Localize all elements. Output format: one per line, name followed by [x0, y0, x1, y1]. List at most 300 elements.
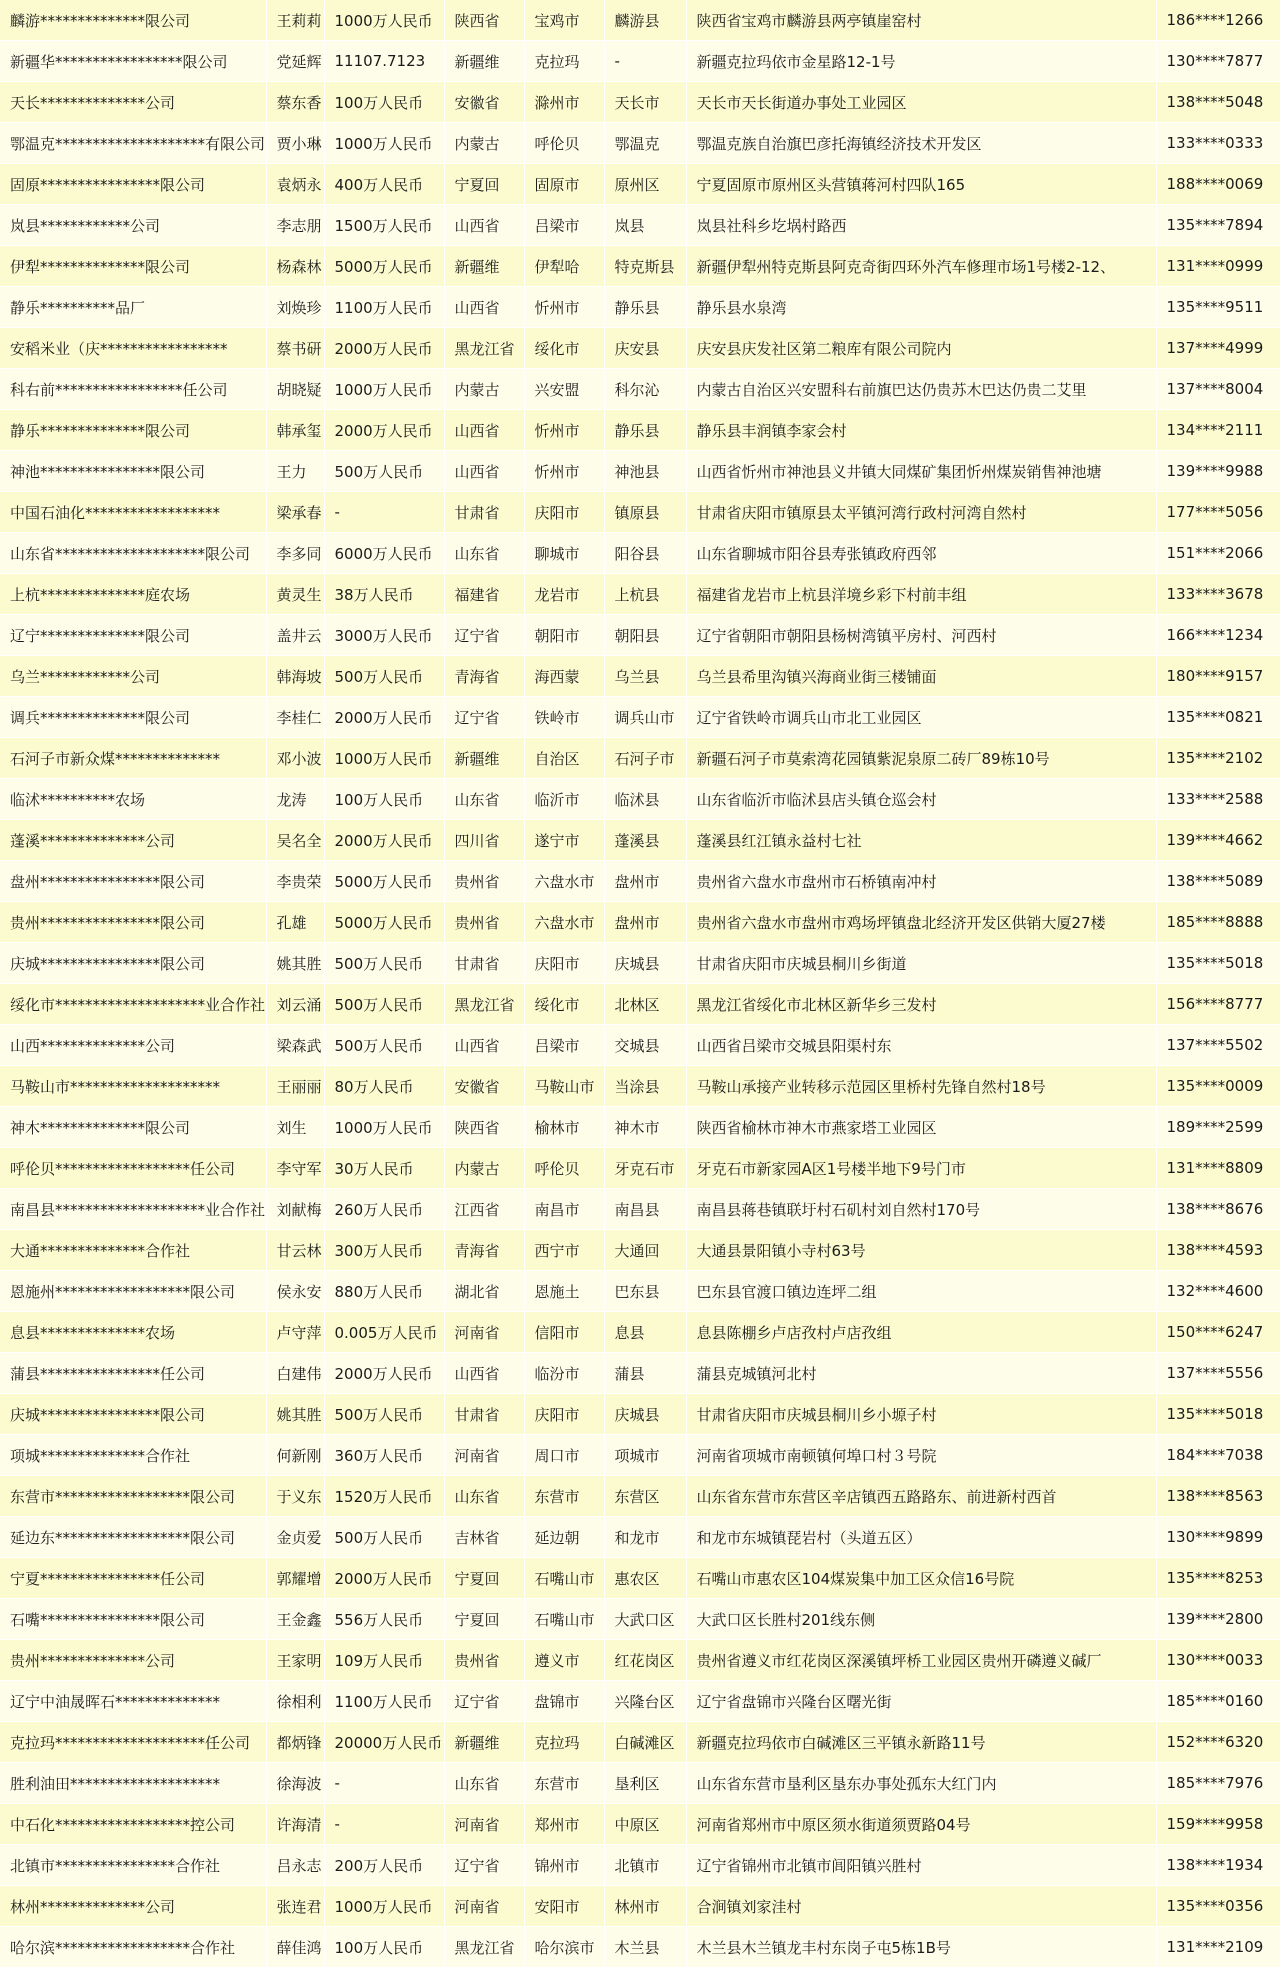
registered-capital-cell: 5000万人民币	[324, 902, 444, 943]
registered-capital-cell: 1100万人民币	[324, 1681, 444, 1722]
legal-representative-cell: 孔雄	[266, 902, 324, 943]
district-cell: 当涂县	[604, 1066, 686, 1107]
district-cell: 庆城县	[604, 1394, 686, 1435]
phone-cell: 137****8004	[1156, 369, 1280, 410]
phone-cell: 133****3678	[1156, 574, 1280, 615]
legal-representative-cell: 袁炳永	[266, 164, 324, 205]
registered-capital-cell: 2000万人民币	[324, 1353, 444, 1394]
table-row	[0, 205, 1280, 246]
phone-cell: 134****2111	[1156, 410, 1280, 451]
district-cell: 麟游县	[604, 0, 686, 41]
legal-representative-cell: 吴名全	[266, 820, 324, 861]
legal-representative-cell: 王力	[266, 451, 324, 492]
table-row	[0, 41, 1280, 82]
city-cell: 庆阳市	[524, 492, 604, 533]
city-cell: 南昌市	[524, 1189, 604, 1230]
company-name-cell: 绥化市********************业合作社	[0, 984, 266, 1025]
phone-cell: 185****8888	[1156, 902, 1280, 943]
province-cell: 山东省	[444, 1763, 524, 1804]
table-row	[0, 574, 1280, 615]
address-cell: 黑龙江省绥化市北林区新华乡三发村	[686, 984, 1156, 1025]
province-cell: 青海省	[444, 656, 524, 697]
registered-capital-cell: 5000万人民币	[324, 861, 444, 902]
table-row	[0, 164, 1280, 205]
phone-cell: 138****8563	[1156, 1476, 1280, 1517]
legal-representative-cell: 贾小琳	[266, 123, 324, 164]
phone-cell: 180****9157	[1156, 656, 1280, 697]
registered-capital-cell: 880万人民币	[324, 1271, 444, 1312]
address-cell: 辽宁省锦州市北镇市闾阳镇兴胜村	[686, 1845, 1156, 1886]
table-row	[0, 369, 1280, 410]
city-cell: 六盘水市	[524, 902, 604, 943]
district-cell: 阳谷县	[604, 533, 686, 574]
address-cell: 宁夏固原市原州区头营镇蒋河村四队165	[686, 164, 1156, 205]
address-cell: 牙克石市新家园A区1号楼半地下9号门市	[686, 1148, 1156, 1189]
district-cell: 牙克石市	[604, 1148, 686, 1189]
phone-cell: 138****8676	[1156, 1189, 1280, 1230]
address-cell: 静乐县水泉湾	[686, 287, 1156, 328]
table-row	[0, 1476, 1280, 1517]
table-row	[0, 984, 1280, 1025]
address-cell: 蒲县克城镇河北村	[686, 1353, 1156, 1394]
legal-representative-cell: 何新刚	[266, 1435, 324, 1476]
address-cell: 新疆伊犁州特克斯县阿克奇街四环外汽车修理市场1号楼2-12、	[686, 246, 1156, 287]
phone-cell: 138****4593	[1156, 1230, 1280, 1271]
legal-representative-cell: 金贞爱	[266, 1517, 324, 1558]
address-cell: 合涧镇刘家洼村	[686, 1886, 1156, 1927]
legal-representative-cell: 甘云林	[266, 1230, 324, 1271]
province-cell: 内蒙古	[444, 369, 524, 410]
legal-representative-cell: 杨森林	[266, 246, 324, 287]
city-cell: 遂宁市	[524, 820, 604, 861]
district-cell: 中原区	[604, 1804, 686, 1845]
legal-representative-cell: 梁森武	[266, 1025, 324, 1066]
district-cell: 天长市	[604, 82, 686, 123]
district-cell: -	[604, 41, 686, 82]
table-row	[0, 1763, 1280, 1804]
address-cell: 石嘴山市惠农区104煤炭集中加工区众信16号院	[686, 1558, 1156, 1599]
district-cell: 盘州市	[604, 902, 686, 943]
company-name-cell: 安稻米业（庆*****************	[0, 328, 266, 369]
address-cell: 内蒙古自治区兴安盟科右前旗巴达仍贵苏木巴达仍贵二艾里	[686, 369, 1156, 410]
table-row	[0, 0, 1280, 41]
city-cell: 吕梁市	[524, 205, 604, 246]
phone-cell: 137****5502	[1156, 1025, 1280, 1066]
table-row	[0, 1148, 1280, 1189]
province-cell: 山西省	[444, 410, 524, 451]
legal-representative-cell: 盖井云	[266, 615, 324, 656]
district-cell: 静乐县	[604, 410, 686, 451]
district-cell: 大通回	[604, 1230, 686, 1271]
legal-representative-cell: 王莉莉	[266, 0, 324, 41]
city-cell: 绥化市	[524, 984, 604, 1025]
address-cell: 甘肃省庆阳市庆城县桐川乡街道	[686, 943, 1156, 984]
legal-representative-cell: 姚其胜	[266, 943, 324, 984]
company-name-cell: 伊犁**************限公司	[0, 246, 266, 287]
district-cell: 巴东县	[604, 1271, 686, 1312]
province-cell: 甘肃省	[444, 943, 524, 984]
legal-representative-cell: 李守军	[266, 1148, 324, 1189]
city-cell: 西宁市	[524, 1230, 604, 1271]
phone-cell: 139****4662	[1156, 820, 1280, 861]
district-cell: 南昌县	[604, 1189, 686, 1230]
phone-cell: 185****7976	[1156, 1763, 1280, 1804]
district-cell: 息县	[604, 1312, 686, 1353]
legal-representative-cell: 韩承玺	[266, 410, 324, 451]
phone-cell: 132****4600	[1156, 1271, 1280, 1312]
phone-cell: 151****2066	[1156, 533, 1280, 574]
legal-representative-cell: 李志朋	[266, 205, 324, 246]
city-cell: 呼伦贝	[524, 1148, 604, 1189]
registered-capital-cell: 1000万人民币	[324, 369, 444, 410]
address-cell: 甘肃省庆阳市镇原县太平镇河湾行政村河湾自然村	[686, 492, 1156, 533]
address-cell: 陕西省宝鸡市麟游县两亭镇崖窑村	[686, 0, 1156, 41]
province-cell: 宁夏回	[444, 1599, 524, 1640]
legal-representative-cell: 许海清	[266, 1804, 324, 1845]
phone-cell: 135****2102	[1156, 738, 1280, 779]
phone-cell: 130****9899	[1156, 1517, 1280, 1558]
city-cell: 哈尔滨市	[524, 1927, 604, 1968]
province-cell: 辽宁省	[444, 1681, 524, 1722]
company-name-cell: 调兵**************限公司	[0, 697, 266, 738]
phone-cell: 150****6247	[1156, 1312, 1280, 1353]
city-cell: 榆林市	[524, 1107, 604, 1148]
district-cell: 科尔沁	[604, 369, 686, 410]
city-cell: 临沂市	[524, 779, 604, 820]
phone-cell: 184****7038	[1156, 1435, 1280, 1476]
company-name-cell: 上杭**************庭农场	[0, 574, 266, 615]
province-cell: 辽宁省	[444, 1845, 524, 1886]
district-cell: 庆城县	[604, 943, 686, 984]
district-cell: 林州市	[604, 1886, 686, 1927]
company-name-cell: 静乐**********品厂	[0, 287, 266, 328]
registered-capital-cell: 500万人民币	[324, 1394, 444, 1435]
phone-cell: 189****2599	[1156, 1107, 1280, 1148]
district-cell: 庆安县	[604, 328, 686, 369]
company-name-cell: 鄂温克********************有限公司	[0, 123, 266, 164]
phone-cell: 159****9958	[1156, 1804, 1280, 1845]
table-row	[0, 1189, 1280, 1230]
province-cell: 青海省	[444, 1230, 524, 1271]
company-name-cell: 科右前*****************任公司	[0, 369, 266, 410]
company-name-cell: 延边东******************限公司	[0, 1517, 266, 1558]
city-cell: 自治区	[524, 738, 604, 779]
province-cell: 河南省	[444, 1435, 524, 1476]
address-cell: 山西省吕梁市交城县阳渠村东	[686, 1025, 1156, 1066]
city-cell: 东营市	[524, 1763, 604, 1804]
province-cell: 新疆维	[444, 1722, 524, 1763]
table-row	[0, 1640, 1280, 1681]
district-cell: 惠农区	[604, 1558, 686, 1599]
legal-representative-cell: 王金鑫	[266, 1599, 324, 1640]
company-name-cell: 胜利油田********************	[0, 1763, 266, 1804]
district-cell: 北镇市	[604, 1845, 686, 1886]
company-name-cell: 辽宁中油晟晖石**************	[0, 1681, 266, 1722]
province-cell: 新疆维	[444, 738, 524, 779]
phone-cell: 166****1234	[1156, 615, 1280, 656]
table-row	[0, 451, 1280, 492]
city-cell: 忻州市	[524, 287, 604, 328]
legal-representative-cell: 于义东	[266, 1476, 324, 1517]
phone-cell: 177****5056	[1156, 492, 1280, 533]
city-cell: 滁州市	[524, 82, 604, 123]
table-row	[0, 1066, 1280, 1107]
registered-capital-cell: 3000万人民币	[324, 615, 444, 656]
table-row	[0, 943, 1280, 984]
company-name-cell: 麟游**************限公司	[0, 0, 266, 41]
registered-capital-cell: 100万人民币	[324, 82, 444, 123]
district-cell: 镇原县	[604, 492, 686, 533]
legal-representative-cell: 卢守萍	[266, 1312, 324, 1353]
phone-cell: 185****0160	[1156, 1681, 1280, 1722]
phone-cell: 138****5048	[1156, 82, 1280, 123]
registered-capital-cell: 100万人民币	[324, 779, 444, 820]
company-name-cell: 天长**************公司	[0, 82, 266, 123]
district-cell: 大武口区	[604, 1599, 686, 1640]
legal-representative-cell: 蔡书研	[266, 328, 324, 369]
province-cell: 新疆维	[444, 246, 524, 287]
legal-representative-cell: 蔡东香	[266, 82, 324, 123]
registered-capital-cell: 0.005万人民币	[324, 1312, 444, 1353]
phone-cell: 152****6320	[1156, 1722, 1280, 1763]
registered-capital-cell: 500万人民币	[324, 1517, 444, 1558]
city-cell: 马鞍山市	[524, 1066, 604, 1107]
district-cell: 红花岗区	[604, 1640, 686, 1681]
registered-capital-cell: 500万人民币	[324, 451, 444, 492]
district-cell: 朝阳县	[604, 615, 686, 656]
district-cell: 蓬溪县	[604, 820, 686, 861]
city-cell: 恩施土	[524, 1271, 604, 1312]
registered-capital-cell: 6000万人民币	[324, 533, 444, 574]
district-cell: 特克斯县	[604, 246, 686, 287]
table-row	[0, 820, 1280, 861]
city-cell: 呼伦贝	[524, 123, 604, 164]
registered-capital-cell: 1000万人民币	[324, 1107, 444, 1148]
company-name-cell: 呼伦贝******************任公司	[0, 1148, 266, 1189]
address-cell: 贵州省遵义市红花岗区深溪镇坪桥工业园区贵州开磷遵义碱厂	[686, 1640, 1156, 1681]
legal-representative-cell: 王家明	[266, 1640, 324, 1681]
province-cell: 内蒙古	[444, 1148, 524, 1189]
legal-representative-cell: 徐相利	[266, 1681, 324, 1722]
province-cell: 山东省	[444, 779, 524, 820]
address-cell: 甘肃省庆阳市庆城县桐川乡小塬子村	[686, 1394, 1156, 1435]
city-cell: 绥化市	[524, 328, 604, 369]
table-row	[0, 1312, 1280, 1353]
address-cell: 山东省东营市东营区辛店镇西五路路东、前进新村西首	[686, 1476, 1156, 1517]
registered-capital-cell: 1000万人民币	[324, 738, 444, 779]
registered-capital-cell: 2000万人民币	[324, 328, 444, 369]
address-cell: 辽宁省铁岭市调兵山市北工业园区	[686, 697, 1156, 738]
legal-representative-cell: 黄灵生	[266, 574, 324, 615]
city-cell: 遵义市	[524, 1640, 604, 1681]
city-cell: 安阳市	[524, 1886, 604, 1927]
phone-cell: 135****9511	[1156, 287, 1280, 328]
table-row	[0, 1558, 1280, 1599]
phone-cell: 135****5018	[1156, 1394, 1280, 1435]
registered-capital-cell: -	[324, 1804, 444, 1845]
table-row	[0, 1804, 1280, 1845]
table-row	[0, 1435, 1280, 1476]
company-name-cell: 固原****************限公司	[0, 164, 266, 205]
legal-representative-cell: 邓小波	[266, 738, 324, 779]
district-cell: 交城县	[604, 1025, 686, 1066]
legal-representative-cell: 韩海坡	[266, 656, 324, 697]
address-cell: 大通县景阳镇小寺村63号	[686, 1230, 1156, 1271]
registered-capital-cell: 500万人民币	[324, 656, 444, 697]
city-cell: 庆阳市	[524, 943, 604, 984]
city-cell: 忻州市	[524, 451, 604, 492]
district-cell: 上杭县	[604, 574, 686, 615]
province-cell: 甘肃省	[444, 492, 524, 533]
phone-cell: 186****1266	[1156, 0, 1280, 41]
company-name-cell: 宁夏****************任公司	[0, 1558, 266, 1599]
district-cell: 和龙市	[604, 1517, 686, 1558]
province-cell: 山东省	[444, 1476, 524, 1517]
province-cell: 贵州省	[444, 902, 524, 943]
address-cell: 乌兰县希里沟镇兴海商业街三楼铺面	[686, 656, 1156, 697]
province-cell: 河南省	[444, 1886, 524, 1927]
registered-capital-cell: 2000万人民币	[324, 697, 444, 738]
address-cell: 新疆石河子市莫索湾花园镇紫泥泉原二砖厂89栋10号	[686, 738, 1156, 779]
address-cell: 新疆克拉玛依市白碱滩区三平镇永新路11号	[686, 1722, 1156, 1763]
company-name-cell: 大通**************合作社	[0, 1230, 266, 1271]
company-name-cell: 辽宁**************限公司	[0, 615, 266, 656]
district-cell: 神木市	[604, 1107, 686, 1148]
legal-representative-cell: 刘献梅	[266, 1189, 324, 1230]
province-cell: 陕西省	[444, 1107, 524, 1148]
city-cell: 盘锦市	[524, 1681, 604, 1722]
address-cell: 南昌县蒋巷镇联圩村石矶村刘自然村170号	[686, 1189, 1156, 1230]
table-row	[0, 1353, 1280, 1394]
city-cell: 吕梁市	[524, 1025, 604, 1066]
table-row	[0, 533, 1280, 574]
phone-cell: 131****8809	[1156, 1148, 1280, 1189]
table-row	[0, 902, 1280, 943]
district-cell: 木兰县	[604, 1927, 686, 1968]
table-row	[0, 615, 1280, 656]
province-cell: 山西省	[444, 1025, 524, 1066]
table-row	[0, 1230, 1280, 1271]
table-row	[0, 1886, 1280, 1927]
registered-capital-cell: 1000万人民币	[324, 1886, 444, 1927]
province-cell: 河南省	[444, 1804, 524, 1845]
company-name-cell: 岚县************公司	[0, 205, 266, 246]
city-cell: 六盘水市	[524, 861, 604, 902]
legal-representative-cell: 刘焕珍	[266, 287, 324, 328]
legal-representative-cell: 都炳锋	[266, 1722, 324, 1763]
registered-capital-cell: 1520万人民币	[324, 1476, 444, 1517]
table-row	[0, 1845, 1280, 1886]
city-cell: 伊犁哈	[524, 246, 604, 287]
address-cell: 陕西省榆林市神木市燕家塔工业园区	[686, 1107, 1156, 1148]
address-cell: 山西省忻州市神池县义井镇大同煤矿集团忻州煤炭销售神池塘	[686, 451, 1156, 492]
table-row	[0, 1394, 1280, 1435]
table-row	[0, 1927, 1280, 1968]
city-cell: 东营市	[524, 1476, 604, 1517]
registered-capital-cell: 30万人民币	[324, 1148, 444, 1189]
legal-representative-cell: 张连君	[266, 1886, 324, 1927]
phone-cell: 135****0356	[1156, 1886, 1280, 1927]
province-cell: 四川省	[444, 820, 524, 861]
company-name-cell: 项城**************合作社	[0, 1435, 266, 1476]
phone-cell: 188****0069	[1156, 164, 1280, 205]
company-name-cell: 石河子市新众煤**************	[0, 738, 266, 779]
address-cell: 大武口区长胜村201线东侧	[686, 1599, 1156, 1640]
province-cell: 山西省	[444, 1353, 524, 1394]
phone-cell: 135****0009	[1156, 1066, 1280, 1107]
address-cell: 岚县社科乡圪埚村路西	[686, 205, 1156, 246]
phone-cell: 133****0333	[1156, 123, 1280, 164]
table-row	[0, 656, 1280, 697]
address-cell: 贵州省六盘水市盘州市鸡场坪镇盘北经济开发区供销大厦27楼	[686, 902, 1156, 943]
district-cell: 蒲县	[604, 1353, 686, 1394]
legal-representative-cell: 李桂仁	[266, 697, 324, 738]
address-cell: 蓬溪县红江镇永益村七社	[686, 820, 1156, 861]
address-cell: 庆安县庆发社区第二粮库有限公司院内	[686, 328, 1156, 369]
phone-cell: 156****8777	[1156, 984, 1280, 1025]
table-row	[0, 123, 1280, 164]
company-name-cell: 庆城****************限公司	[0, 1394, 266, 1435]
address-cell: 新疆克拉玛依市金星路12-1号	[686, 41, 1156, 82]
registered-capital-cell: -	[324, 1763, 444, 1804]
province-cell: 山西省	[444, 451, 524, 492]
company-name-cell: 庆城****************限公司	[0, 943, 266, 984]
district-cell: 盘州市	[604, 861, 686, 902]
company-name-cell: 马鞍山市********************	[0, 1066, 266, 1107]
district-cell: 兴隆台区	[604, 1681, 686, 1722]
district-cell: 神池县	[604, 451, 686, 492]
city-cell: 锦州市	[524, 1845, 604, 1886]
registered-capital-cell: 11107.7123	[324, 41, 444, 82]
registered-capital-cell: -	[324, 492, 444, 533]
address-cell: 静乐县丰润镇李家会村	[686, 410, 1156, 451]
province-cell: 新疆维	[444, 41, 524, 82]
address-cell: 巴东县官渡口镇边连坪二组	[686, 1271, 1156, 1312]
address-cell: 河南省项城市南顿镇何埠口村３号院	[686, 1435, 1156, 1476]
company-name-cell: 石嘴****************限公司	[0, 1599, 266, 1640]
address-cell: 辽宁省朝阳市朝阳县杨树湾镇平房村、河西村	[686, 615, 1156, 656]
city-cell: 兴安盟	[524, 369, 604, 410]
city-cell: 克拉玛	[524, 1722, 604, 1763]
province-cell: 辽宁省	[444, 615, 524, 656]
company-name-cell: 哈尔滨******************合作社	[0, 1927, 266, 1968]
phone-cell: 135****0821	[1156, 697, 1280, 738]
registered-capital-cell: 360万人民币	[324, 1435, 444, 1476]
table-row	[0, 1681, 1280, 1722]
company-name-cell: 静乐**************限公司	[0, 410, 266, 451]
registered-capital-cell: 1000万人民币	[324, 0, 444, 41]
registered-capital-cell: 20000万人民币	[324, 1722, 444, 1763]
district-cell: 乌兰县	[604, 656, 686, 697]
province-cell: 辽宁省	[444, 697, 524, 738]
company-name-cell: 山东省********************限公司	[0, 533, 266, 574]
registered-capital-cell: 100万人民币	[324, 1927, 444, 1968]
city-cell: 固原市	[524, 164, 604, 205]
legal-representative-cell: 梁承春	[266, 492, 324, 533]
company-name-cell: 南昌县********************业合作社	[0, 1189, 266, 1230]
province-cell: 江西省	[444, 1189, 524, 1230]
city-cell: 石嘴山市	[524, 1599, 604, 1640]
district-cell: 项城市	[604, 1435, 686, 1476]
company-name-cell: 神木**************限公司	[0, 1107, 266, 1148]
table-row	[0, 697, 1280, 738]
phone-cell: 135****7894	[1156, 205, 1280, 246]
table-row	[0, 738, 1280, 779]
province-cell: 安徽省	[444, 1066, 524, 1107]
province-cell: 山西省	[444, 287, 524, 328]
district-cell: 原州区	[604, 164, 686, 205]
province-cell: 黑龙江省	[444, 984, 524, 1025]
